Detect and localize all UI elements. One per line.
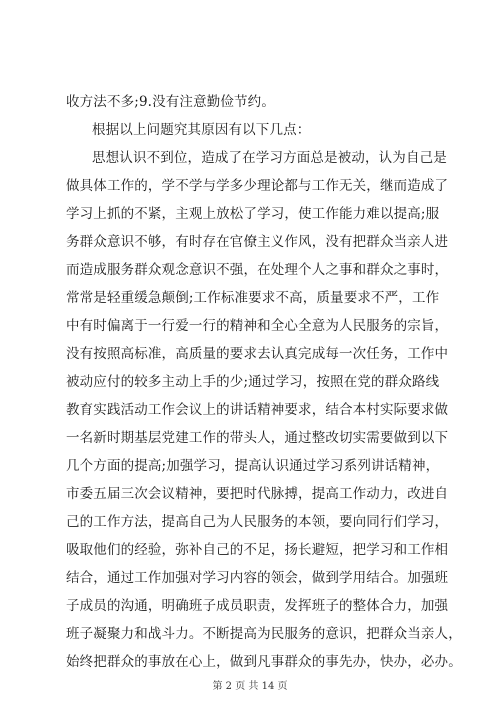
page-footer: 第 2 页 共 14 页 <box>212 681 288 692</box>
text-line-10: 没有按照高标准，高质量的要求去认真完成每一次任务，工作中 <box>66 346 449 362</box>
text-line-1: 收方法不多;9.没有注意勤俭节约。 <box>66 94 275 110</box>
text-line-8: 常常是轻重缓急颠倒;工作标准要求不高，质量要求不严，工作 <box>66 290 440 306</box>
text-line-16: 己的工作方法，提高自己为人民服务的本领，要向同行们学习， <box>66 514 449 530</box>
text-line-18: 结合，通过工作加强对学习内容的领会，做到学用结合。加强班 <box>66 570 449 586</box>
text-line-13: 一名新时期基层党建工作的带头人，通过整改切实需要做到以下 <box>66 430 449 446</box>
text-line-6: 务群众意识不够，有时存在官僚主义作风，没有把群众当亲人进 <box>66 234 449 250</box>
text-line-14: 几个方面的提高;加强学习，提高认识通过学习系列讲话精神， <box>66 458 440 474</box>
text-line-19: 子成员的沟通，明确班子成员职责，发挥班子的整体合力，加强 <box>66 598 449 614</box>
text-line-17: 吸取他们的经验，弥补自己的不足，扬长避短，把学习和工作相 <box>66 542 449 558</box>
text-line-15: 市委五届三次会议精神，要把时代脉搏，提高工作动力，改进自 <box>66 486 449 502</box>
text-line-2: 根据以上问题究其原因有以下几点： <box>92 122 311 138</box>
text-line-9: 中有时偏离于一行爱一行的精神和全心全意为人民服务的宗旨， <box>66 318 449 334</box>
text-line-12: 教育实践活动工作会议上的讲话精神要求，结合本村实际要求做 <box>66 402 449 418</box>
text-line-4: 做具体工作的，学不学与学多少理论都与工作无关，继而造成了 <box>66 178 449 194</box>
text-line-21: 始终把群众的事放在心上，做到凡事群众的事先办，快办，必办。 <box>66 654 462 670</box>
text-line-20: 班子凝聚力和战斗力。不断提高为民服务的意识，把群众当亲人， <box>66 626 462 642</box>
text-line-3: 思想认识不到位，造成了在学习方面总是被动，认为自己是 <box>92 150 447 166</box>
text-line-7: 而造成服务群众观念意识不强，在处理个人之事和群众之事时， <box>66 262 449 278</box>
text-line-5: 学习上抓的不紧，主观上放松了学习，使工作能力难以提高;服 <box>66 206 440 222</box>
text-line-11: 被动应付的较多主动上手的少;通过学习，按照在党的群众路线 <box>66 374 440 390</box>
